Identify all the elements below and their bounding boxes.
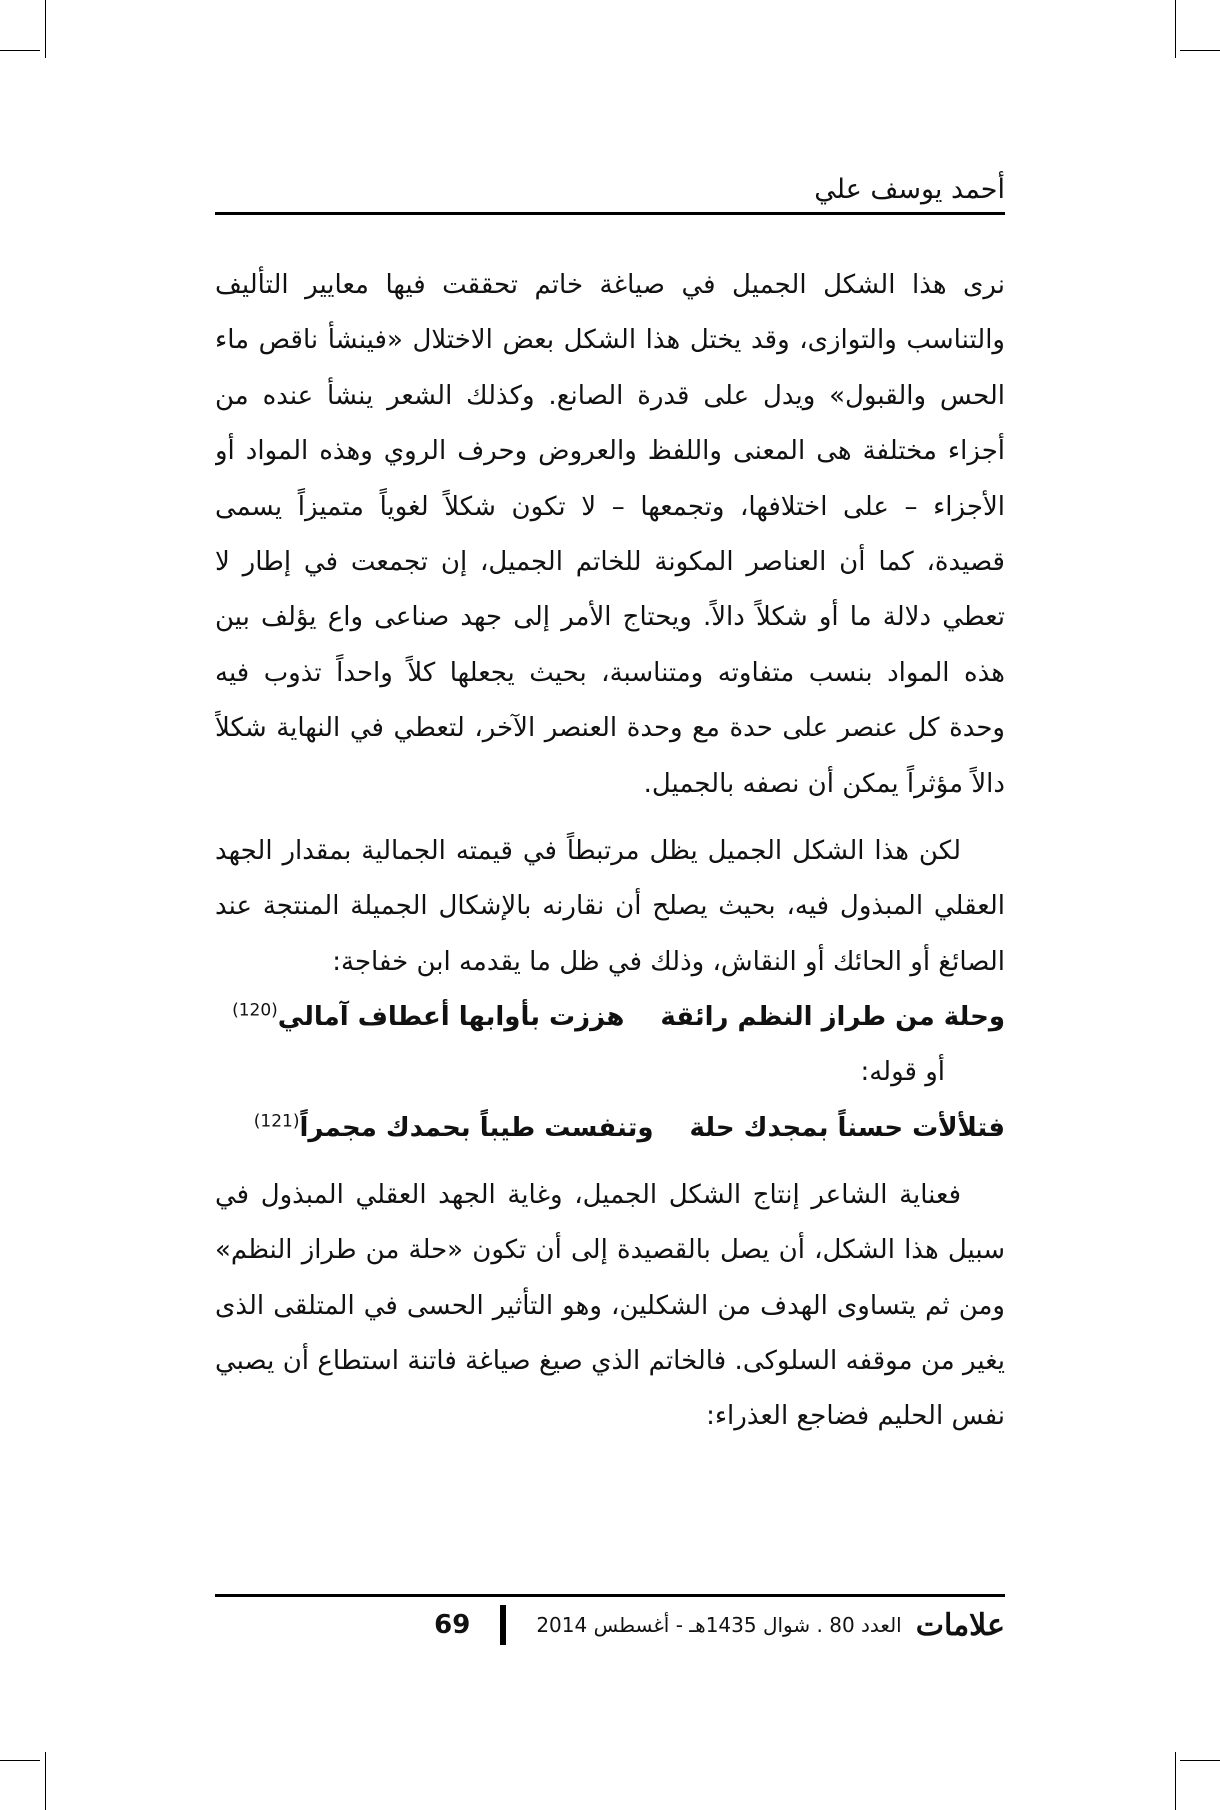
paragraph-1: نرى هذا الشكل الجميل في صياغة خاتم تحققت فيها معايير التأليف والتناسب والتوازى، وقد يختل هذا الشكل بعض الاختلال «فينشأ ناقص ماء الحس والقبول» ويدل على قدرة الصانع. وكذلك الشعر ينشأ عنده من أجزاء مختلفة هى المعنى واللفظ والعروض وحرف الروي وهذه المواد أو الأجزاء – على اختلافها، وتجمعها – لا تكون شكلاً لغوياً متميزاً يسمى قصيدة، كما أن العناصر المكونة للخاتم الجميل، إن تجمعت في إطار لا تعطي دلالة ما أو شكلاً دالاً. ويحتاج الأمر إلى جهد صناعى واع يؤلف بين هذه المواد بنسب متفاوته ومتناسبة، بحيث يجعلها كلاً واحداً تذوب فيه وحدة كل عنصر على حدة مع وحدة العنصر الآخر، لتعطي في النهاية شكلاً دالاً مؤثراً يمكن أن نصفه بالجميل. [215, 270, 1005, 799]
crop-mark [1175, 1752, 1176, 1810]
crop-mark [45, 0, 46, 58]
paragraph-3: فعناية الشاعر إنتاج الشكل الجميل، وغاية الجهد العقلي المبذول في سبيل هذا الشكل، أن يصل بالقصيدة إلى أن تكون «حلة من طراز النظم» ومن ثم يتساوى الهدف من الشكلين، وهو التأثير الحسى في المتلقى الذى يغير من موقفه السلوكى. فالخاتم الذي صيغ صياغة فاتنة استطاع أن يصبي نفس الحليم فضاجع العذراء: [215, 1179, 1005, 1432]
crop-mark [45, 1752, 46, 1810]
footer-rule [215, 1594, 1005, 1597]
crop-mark [0, 50, 40, 51]
verse-1-hemistich-1: وحلة من طراز النظم رائقة [660, 1002, 1005, 1033]
crop-mark [1180, 50, 1220, 51]
footer-divider-bar [500, 1605, 506, 1645]
article-body [215, 258, 1005, 1558]
verse-1-hemistich-2: هززت بأوابها أعطاف آمالي$^{(120)}$ [232, 1000, 625, 1033]
footnote-ref-121: (121) [253, 1111, 300, 1132]
verse-line-2 [215, 1101, 1005, 1156]
verse-2-hemistich-1: فتلألأت حسناً بمجدك حلة [689, 1112, 1005, 1143]
crop-mark [1180, 1760, 1220, 1761]
journal-logo: علامات [915, 1607, 1005, 1643]
verse-line-1 [215, 990, 1005, 1045]
crop-mark [1175, 0, 1176, 58]
page-footer [215, 1600, 1005, 1650]
issue-info: العدد 80 . شوال 1435هـ - أغسطس 2014 [536, 1613, 902, 1637]
paragraph-2: لكن هذا الشكل الجميل يظل مرتبطاً في قيمته الجمالية بمقدار الجهد العقلي المبذول فيه، بحيث يصلح أن نقارنه بالإشكال الجميلة المنتجة عند الصائغ أو الحائك أو النقاش، وذلك في ظل ما يقدمه ابن خفاجة: [215, 836, 1005, 977]
verse-2-hemistich-2: وتنفست طيباً بحمدك مجمراً$^{(121)}$ [253, 1111, 654, 1143]
header-rule [215, 212, 1005, 215]
footnote-ref-120: (120) [232, 1000, 278, 1021]
or-saying-label: أو قوله: [860, 1057, 945, 1088]
page-number: 69 [434, 1610, 471, 1640]
running-header-author: أحمد يوسف علي [814, 174, 1005, 205]
crop-mark [0, 1760, 40, 1761]
